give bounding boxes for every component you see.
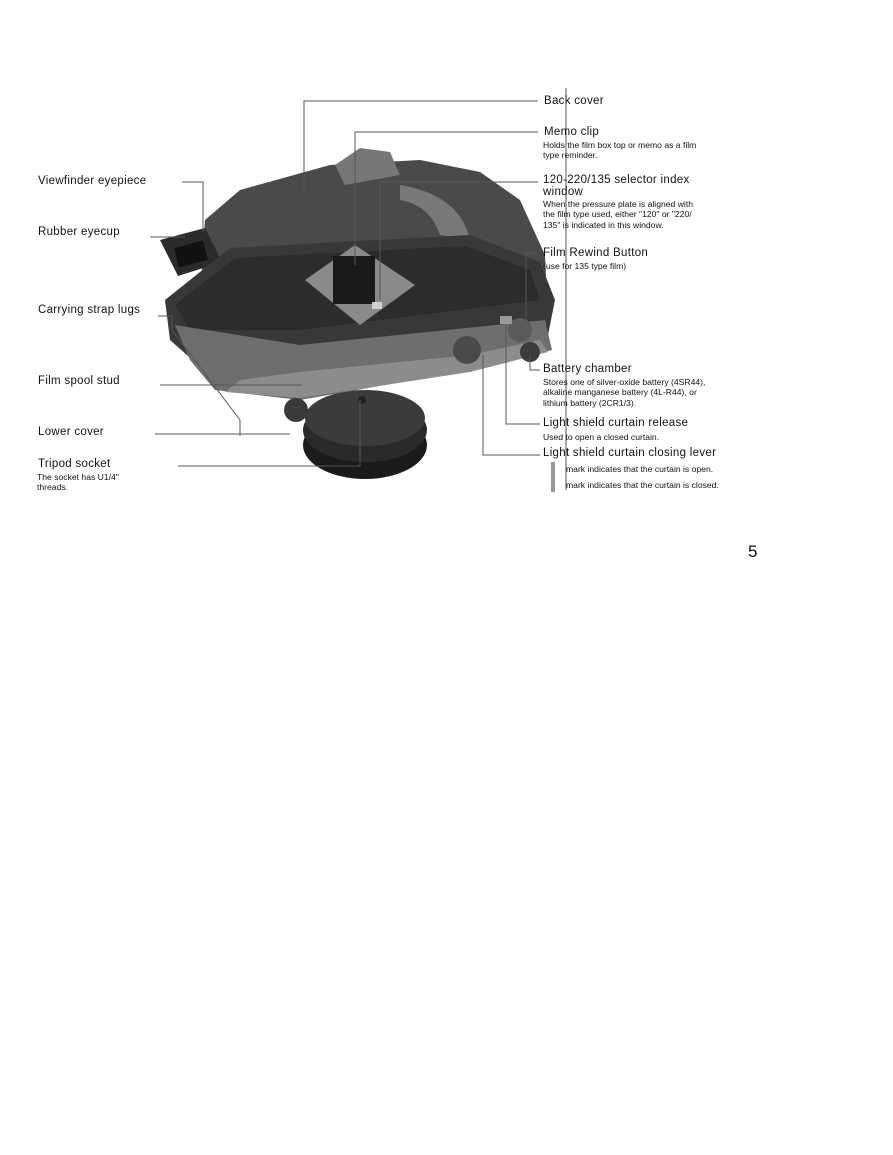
desc-selector-index-window: When the pressure plate is aligned with the film type used, either "120" or "220/ 135" is indicated in this window. (543, 199, 693, 230)
curtain-status-icon (551, 462, 555, 492)
label-viewfinder-eyepiece: Viewfinder eyepiece (38, 175, 147, 187)
desc-battery-chamber: Stores one of silver-oxide battery (4SR44), alkaline manganese battery (4L-R44), or lithium battery (2CR1/3). (543, 377, 706, 408)
desc-curtain-closed: mark indicates that the curtain is closed. (566, 480, 719, 490)
label-rubber-eyecup: Rubber eyecup (38, 226, 120, 238)
label-film-spool-stud: Film spool stud (38, 375, 120, 387)
film-spool-stud-shape (284, 398, 308, 422)
curtain-release-shape (500, 316, 512, 324)
label-back-cover: Back cover (544, 95, 604, 107)
page-number: 5 (748, 542, 758, 561)
curtain-lever-dial (453, 336, 481, 364)
label-film-rewind-button: Film Rewind Button (543, 247, 649, 259)
desc-curtain-open: mark indicates that the curtain is open. (566, 464, 714, 474)
label-battery-chamber: Battery chamber (543, 363, 632, 375)
label-curtain-release: Light shield curtain release (543, 417, 689, 429)
label-lower-cover: Lower cover (38, 426, 104, 438)
desc-memo-clip: Holds the film box top or memo as a film type reminder. (543, 140, 697, 161)
desc-curtain-release: Used to open a closed curtain. (543, 432, 660, 442)
label-curtain-closing-lever: Light shield curtain closing lever (543, 447, 717, 459)
label-carrying-strap-lugs: Carrying strap lugs (38, 304, 141, 316)
desc-film-rewind-button: (use for 135 type film) (543, 261, 627, 271)
label-selector-index-window: 120-220/135 selector index window (543, 174, 690, 198)
label-memo-clip: Memo clip (544, 126, 600, 138)
desc-tripod-socket: The socket has U1/4" threads. (37, 472, 119, 493)
tripod-socket-shape (358, 396, 366, 404)
label-tripod-socket: Tripod socket (38, 458, 111, 470)
